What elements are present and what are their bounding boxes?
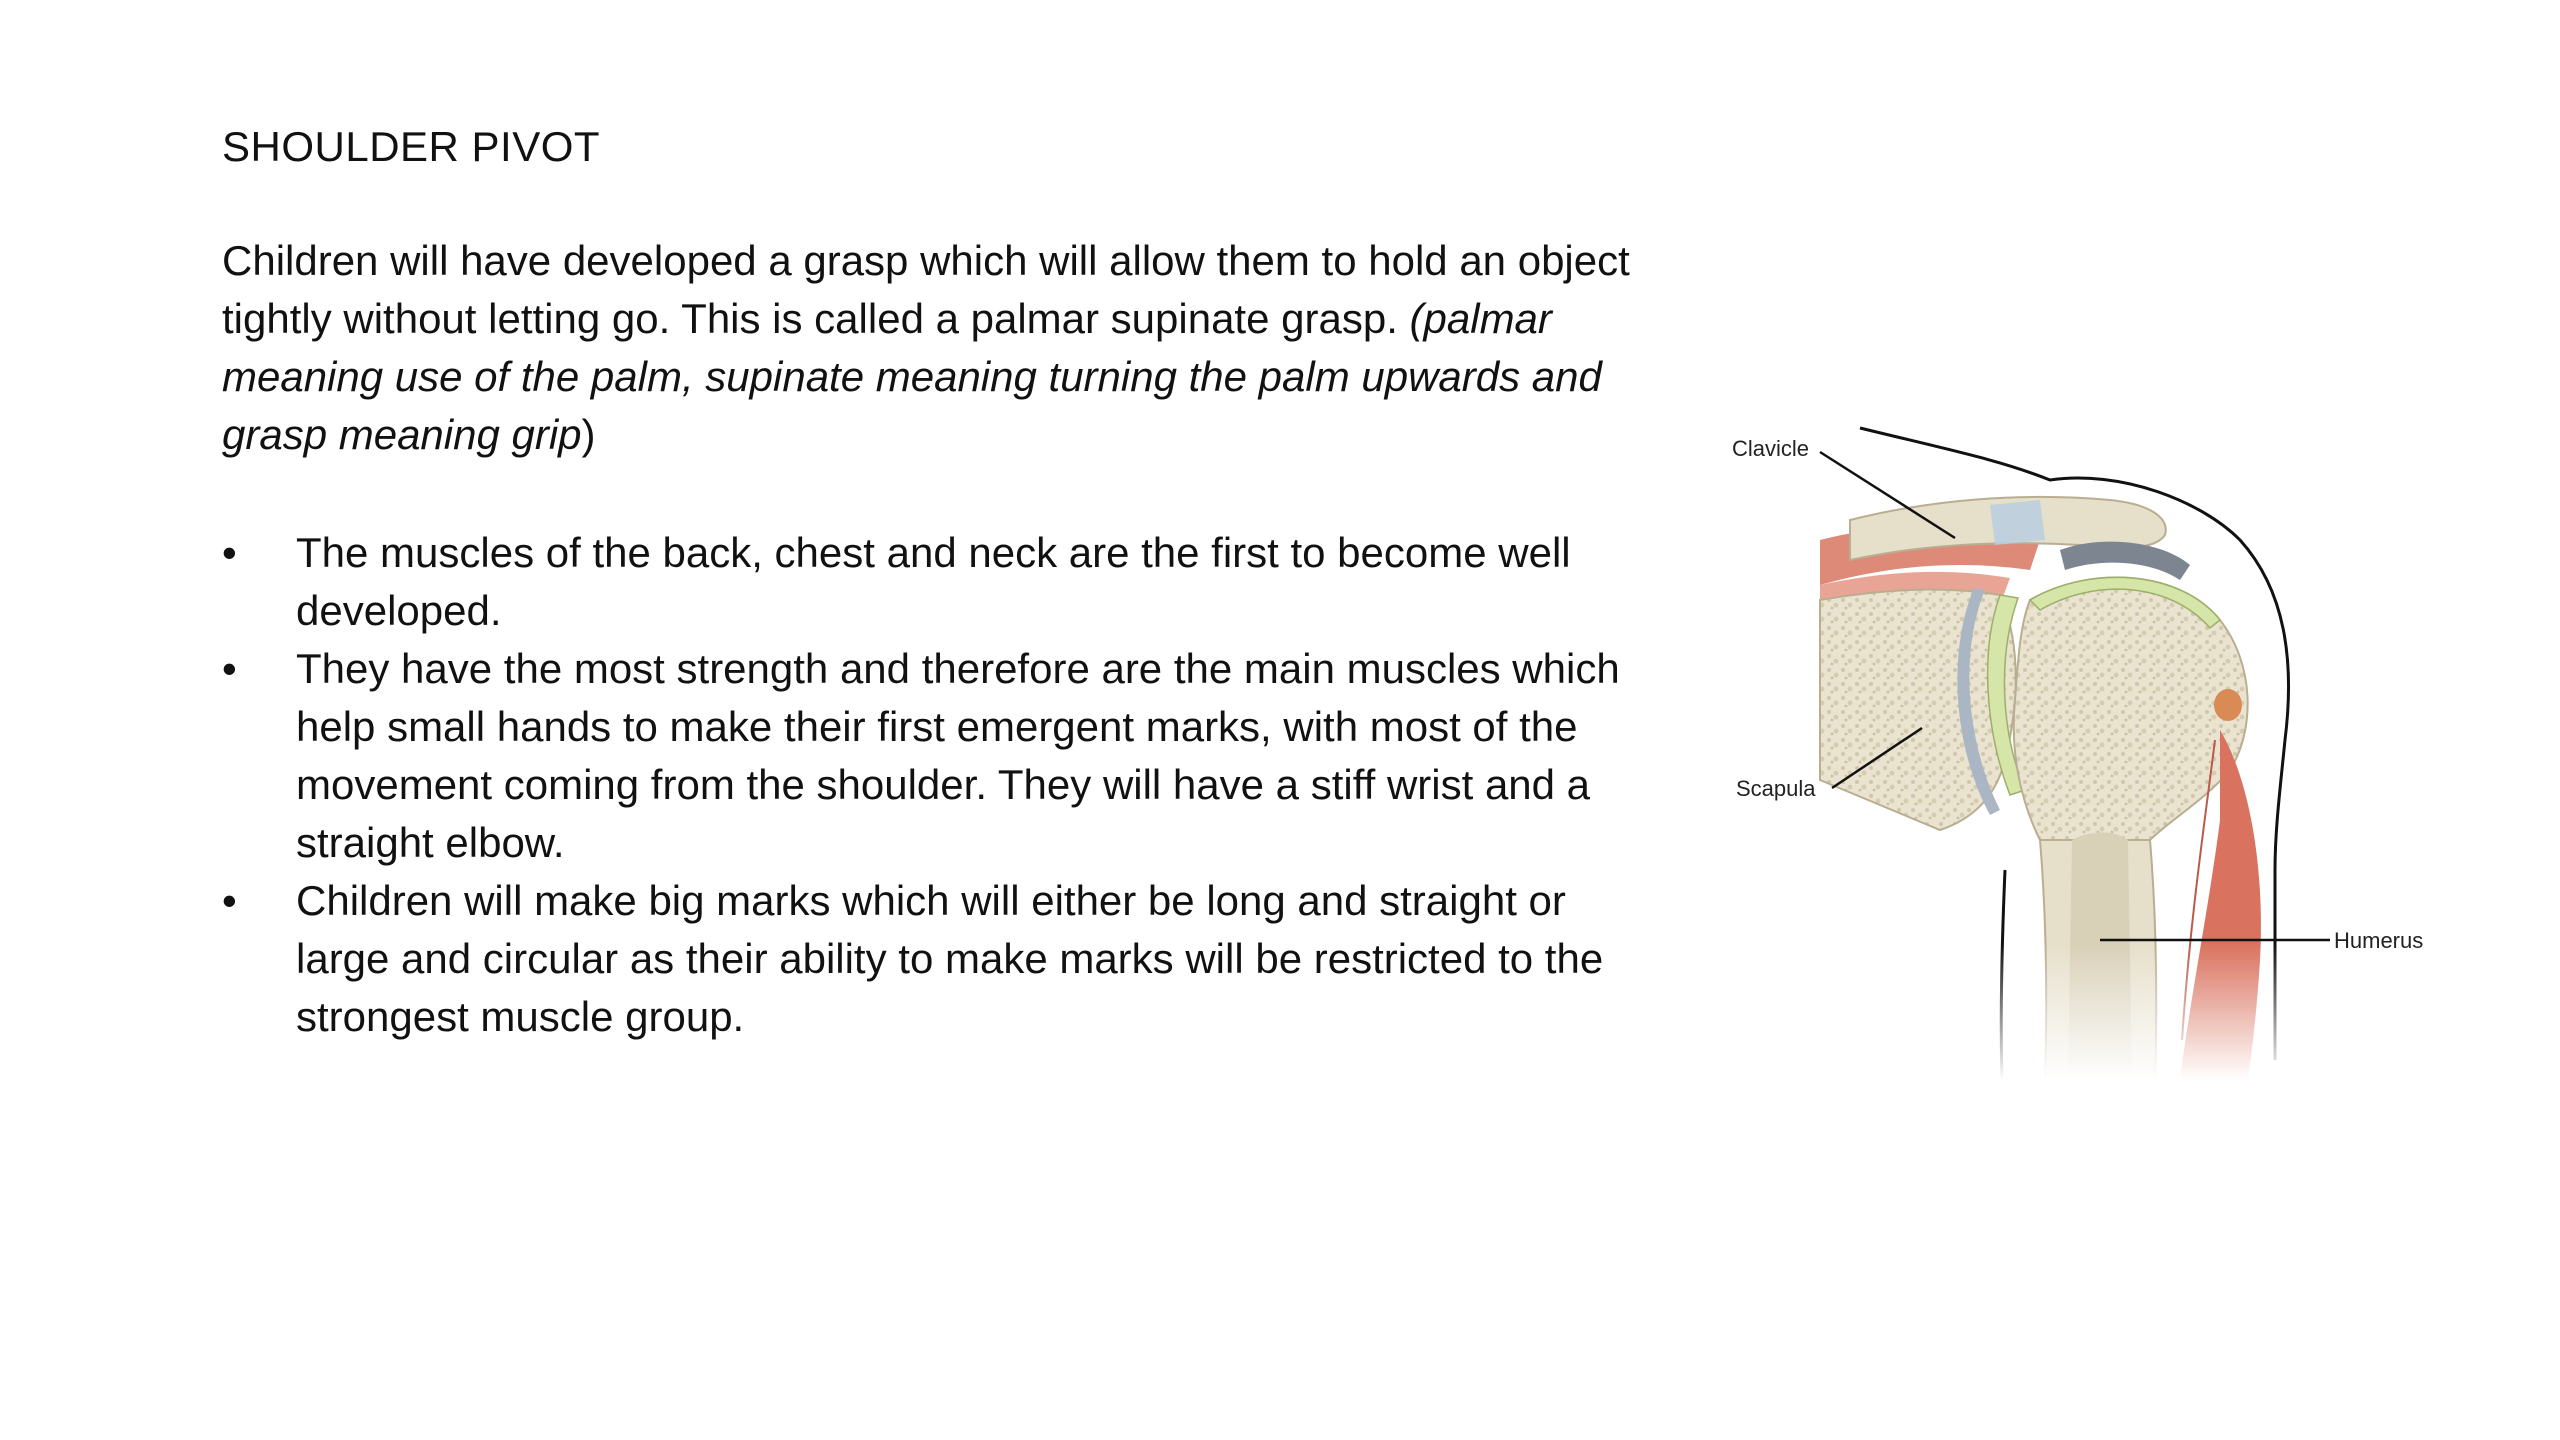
clavicle-label: Clavicle <box>1732 436 1810 461</box>
bullet-item <box>222 640 1662 872</box>
bullet-text: Children will make big marks which will either be long and straight or large and circular as their ability to make marks will be restricted to the strongest muscle group. <box>296 877 1604 1040</box>
bullet-list <box>222 524 1662 1046</box>
intro-italic-definition: (palmar meaning use of the palm, supinate meaning turning the palm upwards and grasp meaning grip <box>222 295 1602 458</box>
scapula-label: Scapula <box>1736 776 1816 801</box>
bullet-item <box>222 524 1662 640</box>
bullet-dot-icon: • <box>222 645 237 692</box>
bullet-text: They have the most strength and therefore are the main muscles which help small hands to make their first emergent marks, with most of the movement coming from the shoulder. They will have a stiff wrist and a straight elbow. <box>296 645 1620 866</box>
humerus-label: Humerus <box>2334 928 2424 953</box>
slide-title: SHOULDER PIVOT <box>222 123 601 170</box>
intro-closing-paren: ) <box>581 411 596 458</box>
text-content <box>222 118 1662 1046</box>
shoulder-joint-diagram <box>1700 400 2460 1080</box>
bullet-item <box>222 872 1662 1046</box>
bullet-dot-icon: • <box>222 877 237 924</box>
bullet-text: The muscles of the back, chest and neck are the first to become well developed. <box>296 529 1571 634</box>
bullet-dot-icon: • <box>222 529 237 576</box>
shoulder-anatomy-illustration <box>1700 400 2460 1080</box>
intro-paragraph <box>222 232 1662 464</box>
intro-sentence: Children will have developed a grasp which will allow them to hold an object tightly without letting go. This is called a palmar supinate grasp. <box>222 237 1630 342</box>
